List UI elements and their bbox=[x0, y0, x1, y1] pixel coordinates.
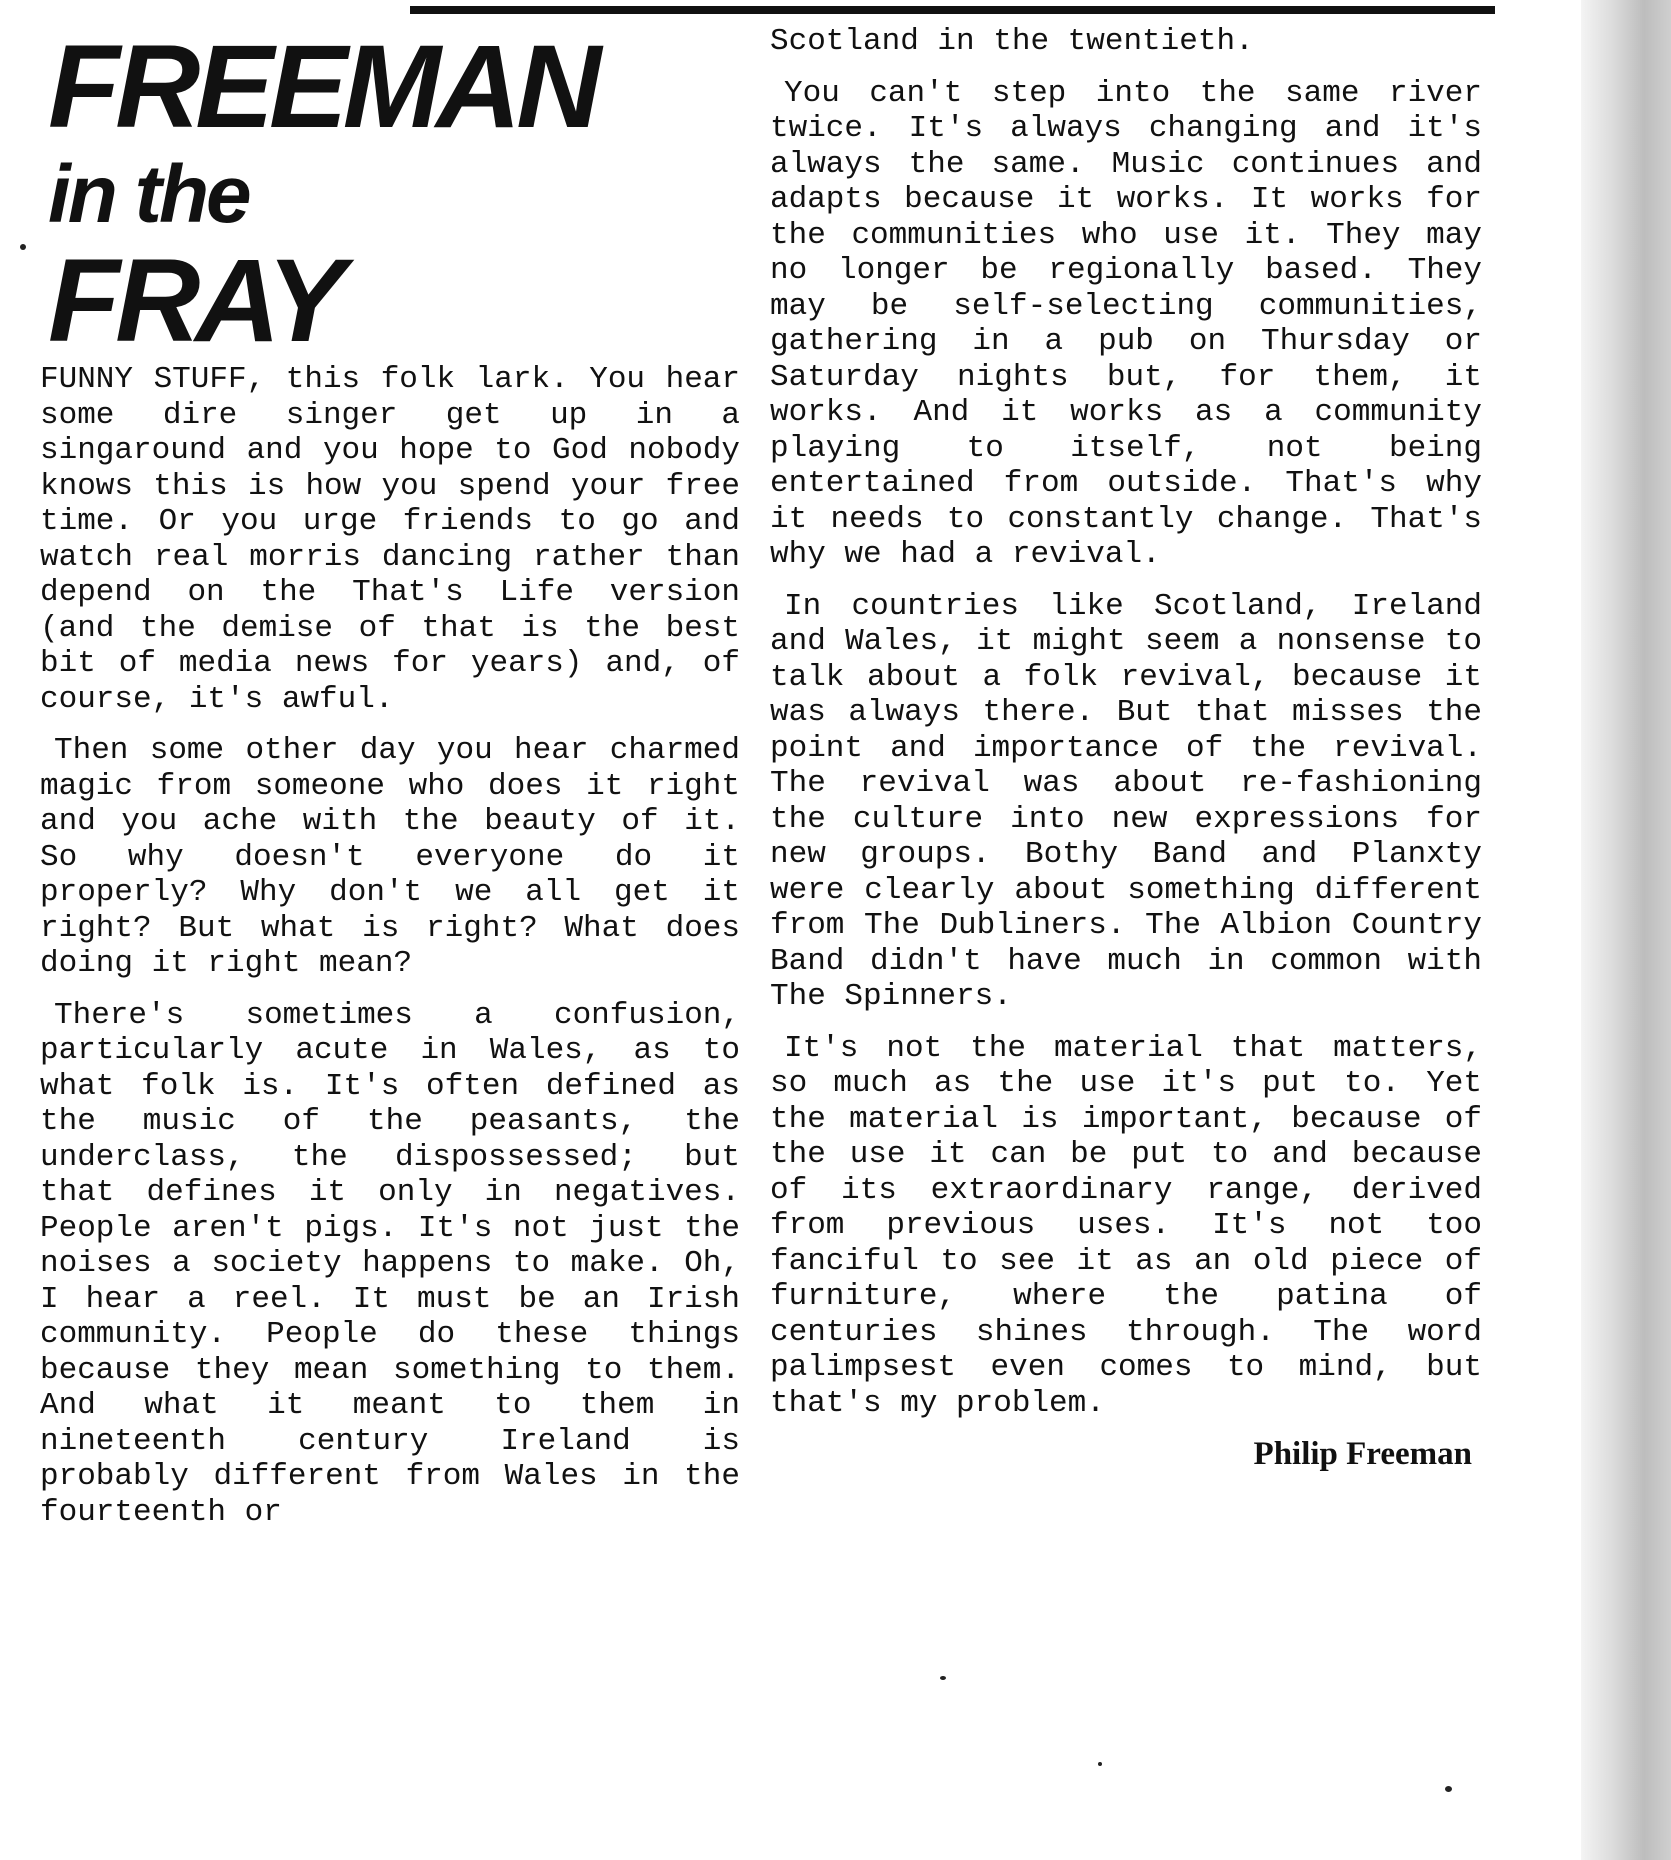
headline-line-3: FRAY bbox=[48, 235, 341, 367]
top-rule bbox=[410, 6, 1495, 14]
scan-speck bbox=[1445, 1786, 1452, 1792]
headline-line-1: FREEMAN bbox=[48, 21, 597, 153]
right-paragraph-2: You can't step into the same river twice. It's always changing and it's always the same. Music continues and adapts because it works. It works for the communities who use it. They may no longer be regionally based. They may be self-selecting communities, gathering in a pub on Thursday or Saturday nights but, for them, it works. And it works as a community playing to itself, not being entertained from outside. That's why it needs to constantly change. That's why we had a revival. bbox=[770, 75, 1482, 572]
right-column bbox=[770, 24, 1482, 1473]
right-paragraph-3: In countries like Scotland, Ireland and Wales, it might seem a nonsense to talk about a folk revival, because it was always there. But that misses the point and importance of the revival. The revival was about re-fashioning the culture into new expressions for new groups. Bothy Band and Planxty were clearly about something different from The Dubliners. The Albion Country Band didn't have much in common with The Spinners. bbox=[770, 588, 1482, 1014]
left-column bbox=[40, 362, 740, 1546]
scan-speck bbox=[1098, 1762, 1102, 1766]
right-paragraph-4: It's not the material that matters, so much as the use it's put to. Yet the material is important, because of the use it can be put to and because of its extraordinary range, derived from previous uses. It's not too fanciful to see it as an old piece of furniture, where the patina of centuries shines through. The word palimpsest even comes to mind, but that's my problem. bbox=[770, 1030, 1482, 1421]
left-paragraph-2: Then some other day you hear charmed magic from someone who does it right and you ache with the beauty of it. So why doesn't everyone do it properly? Why don't we all get it right? But what is right? What does doing it right mean? bbox=[40, 733, 740, 981]
article-headline bbox=[48, 21, 597, 367]
right-paragraph-1: Scotland in the twentieth. bbox=[770, 24, 1254, 59]
scan-speck bbox=[20, 244, 26, 250]
left-paragraph-3: There's sometimes a confusion, particularly acute in Wales, as to what folk is. It's often defined as the music of the peasants, the underclass, the dispossessed; but that defines it only in negatives. People aren't pigs. It's not just the noises a society happens to make. Oh, I hear a reel. It must be an Irish community. People do these things because they mean something to them. And what it meant to them in nineteenth century Ireland is probably different from Wales in the fourteenth or bbox=[40, 997, 740, 1530]
headline-line-2: in the bbox=[48, 149, 249, 240]
author-byline: Philip Freeman bbox=[1253, 1436, 1472, 1472]
scan-speck bbox=[940, 1676, 946, 1680]
left-paragraph-1: FUNNY STUFF, this folk lark. You hear some dire singer get up in a singaround and you hope to God nobody knows this is how you spend your free time. Or you urge friends to go and watch real morris dancing rather than depend on the That's Life version (and the demise of that is the best bit of media news for years) and, of course, it's awful. bbox=[40, 362, 740, 717]
page-gutter-shadow bbox=[1581, 0, 1671, 1860]
